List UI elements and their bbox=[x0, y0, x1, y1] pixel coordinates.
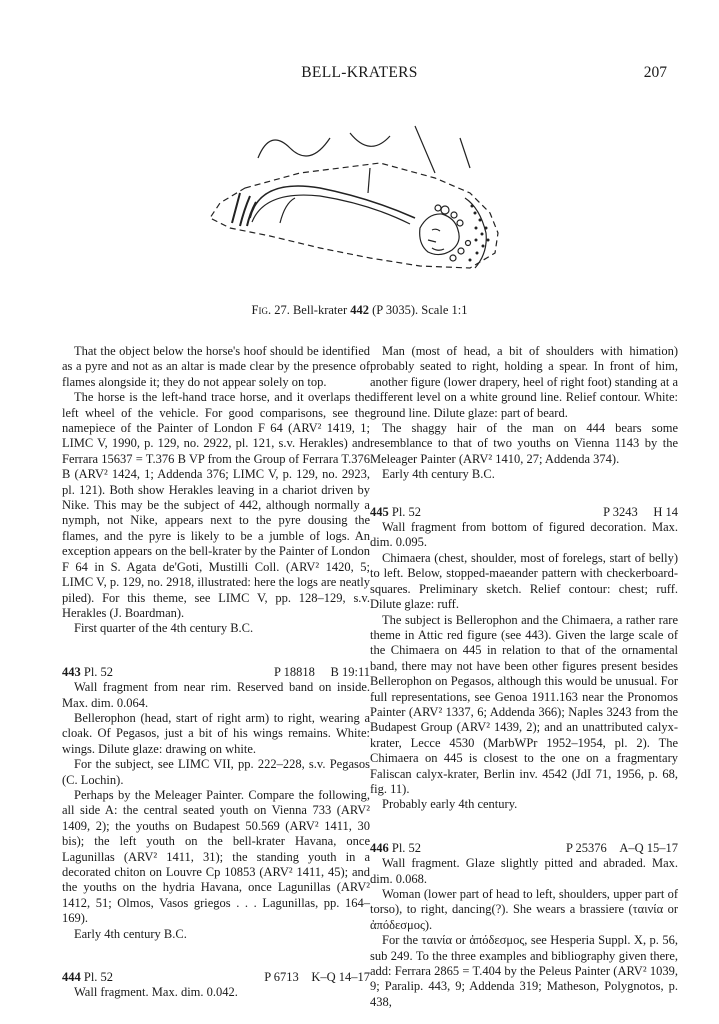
entry-header-443 bbox=[62, 665, 370, 680]
paragraph: Woman (lower part of head to left, shoulders, upper part of torso), to right, dancing(?). She wears a brassiere (ταινία or ἀπόδεσμος). bbox=[370, 887, 678, 932]
entry-inventory: P 6713 bbox=[264, 970, 299, 985]
paragraph: The subject is Bellerophon and the Chimaera, a rather rare theme in Attic red figure (see 443). Given the large scale of the Chimaera on 445 in relation to that of the ornamental band, there may not have been other figures present besides Bellerophon on Pegasos, although this would be unusual. For full representations, see Genoa 1911.163 near the Pronomos Painter (ARV² 1337, 6; Addenda 366); Naples 3243 from the Budapest Group (ARV² 1439, 2); and an unattributed calyx-krater, Lecce 4530 (MarbWPr 1952–1954, pl. 2). The Chimaera on 445 is closest to the one on a fragmentary Faliscan calyx-krater, Berlin inv. 4542 (JdI 71, 1956, p. 68, fig. 11). bbox=[370, 612, 678, 796]
entry-inventory: P 18818 bbox=[274, 664, 315, 679]
entry-number: 443 bbox=[62, 664, 81, 679]
paragraph: Perhaps by the Meleager Painter. Compare the following, all side A: the central seated youth on Vienna 733 (ARV² 1409, 2); the youths on Budapest 50.569 (ARV² 1411, 30 bis); the left youth on the bell-krater Havana, once Lagunillas (ARV² 1411, 31); the standing youth in a decorated chiton on Louvre Cp 10853 (ARV² 1411, 45); and the youths on the hydria Havana, once Lagunillas (ARV² 1412, 51; Olmos, Vasos griegos . . . Lagunillas, pp. 164–169). bbox=[62, 787, 370, 926]
paragraph: Early 4th century B.C. bbox=[74, 926, 187, 941]
caption-text: Bell-krater bbox=[292, 303, 348, 317]
paragraph: The horse is the left-hand trace horse, and it overlaps the left wheel of the vehicle. For good comparisons, see the namepiece of the Painter of London F 64 (ARV² 1419, 1; LIMC V, 1990, p. 129, no. 2922, pl. 121, s.v. Herakles) and Ferrara 15637 = T.376 B VP from the Group of Ferrara T.376 B (ARV² 1424, 1; Addenda 376; LIMC V, p. 129, no. 2923, pl. 121). Both show Herakles leaving in a chariot driven by Nike. This may be the subject of 442, although normally a nymph, not Nike, appears next to the pyre dousing the flames, and the pyre is likely to be a jumble of logs. An exception appears on the bell-krater by the Painter of London F 64 in S. Agata de'Goti, Mustilli Coll. (ARV² 1420, 5; LIMC V, p. 129, no. 2918, illustrated: here the logs are neatly piled). For this theme, see LIMC V, pp. 128–129, s.v. Herakles (J. Boardman). bbox=[62, 390, 370, 620]
entry-plate: Pl. 52 bbox=[83, 664, 114, 679]
paragraph: Wall fragment from bottom of figured decoration. Max. dim. 0.095. bbox=[370, 520, 678, 550]
paragraph: The shaggy hair of the man on 444 bears some resemblance to that of two youths on Vienna 1143 by the Meleager Painter (ARV² 1410, 27; Addenda 374). bbox=[370, 421, 678, 466]
entry-number: 446 bbox=[370, 840, 389, 855]
entry-grid: B 19:11 bbox=[330, 664, 370, 679]
entry-grid: H 14 bbox=[653, 504, 678, 519]
bell-krater-fragment-drawing bbox=[170, 118, 530, 288]
paragraph: First quarter of the 4th century B.C. bbox=[74, 621, 254, 636]
entry-header-446 bbox=[370, 841, 678, 856]
entry-plate: Pl. 52 bbox=[391, 504, 422, 519]
figure-drawing bbox=[170, 118, 530, 288]
caption-number: 442 bbox=[350, 303, 369, 317]
entry-number: 445 bbox=[370, 504, 389, 519]
entry-grid: A–Q 15–17 bbox=[619, 840, 678, 855]
entry-header-445 bbox=[370, 505, 678, 520]
right-column bbox=[370, 344, 678, 1010]
entry-header-444 bbox=[62, 970, 370, 985]
running-head bbox=[0, 64, 719, 84]
paragraph: Man (most of head, a bit of shoulders with himation) probably seated to right, holding a spear. In front of him, another figure (lower drapery, heel of right foot) standing at a different level on a white ground line. Relief contour. White: ground line. Dilute glaze: part of beard. bbox=[370, 344, 678, 420]
running-title: BELL-KRATERS bbox=[301, 64, 418, 81]
entry-number: 444 bbox=[62, 970, 81, 985]
entry-inventory: P 25376 bbox=[565, 840, 607, 855]
entry-plate: Pl. 52 bbox=[83, 970, 114, 985]
paragraph: Wall fragment. Glaze slightly pitted and abraded. Max. dim. 0.068. bbox=[370, 856, 678, 886]
entry-inventory: P 3243 bbox=[603, 504, 638, 519]
figure-caption bbox=[0, 303, 719, 318]
paragraph: For the ταινία or ἀπόδεσμος, see Hesperia Suppl. X, p. 56, sub 249. To the three examples and bibliography given there, add: Ferrara 2865 = T.404 by the Peleus Painter (ARV² 1039, 9; Paralip. 443, 9; Addenda 319; Matheson, Polygnotos, p. 438, bbox=[370, 933, 678, 1009]
paragraph: Early 4th century B.C. bbox=[382, 467, 495, 482]
paragraph: Bellerophon (head, start of right arm) to right, wearing a cloak. Of Pegasos, just a bit of his wings remains. White: wings. Dilute glaze: drawing on white. bbox=[62, 710, 370, 756]
paragraph: For the subject, see LIMC VII, pp. 222–228, s.v. Pegasos (C. Lochin). bbox=[62, 757, 370, 787]
entry-plate: Pl. 52 bbox=[391, 840, 422, 855]
caption-rest: (P 3035). Scale 1:1 bbox=[372, 303, 468, 317]
left-column bbox=[62, 344, 370, 1001]
paragraph: Probably early 4th century. bbox=[382, 797, 518, 812]
entry-grid: K–Q 14–17 bbox=[311, 970, 370, 985]
paragraph: That the object below the horse's hoof should be identified as a pyre and not as an altar is made clear by the presence of flames alongside it; they do not appear solely on top. bbox=[62, 344, 370, 389]
paragraph: Chimaera (chest, shoulder, most of forelegs, start of belly) to left. Below, stopped-maeander pattern with checkerboard-squares. Preliminary sketch. Relief contour: chest; ruff. Dilute glaze: ruff. bbox=[370, 550, 678, 612]
caption-label: Fig. 27. bbox=[251, 303, 290, 317]
paragraph: Wall fragment. Max. dim. 0.042. bbox=[74, 985, 238, 1000]
page-number: 207 bbox=[643, 64, 667, 81]
paragraph: Wall fragment from near rim. Reserved band on inside. Max. dim. 0.064. bbox=[62, 680, 370, 710]
